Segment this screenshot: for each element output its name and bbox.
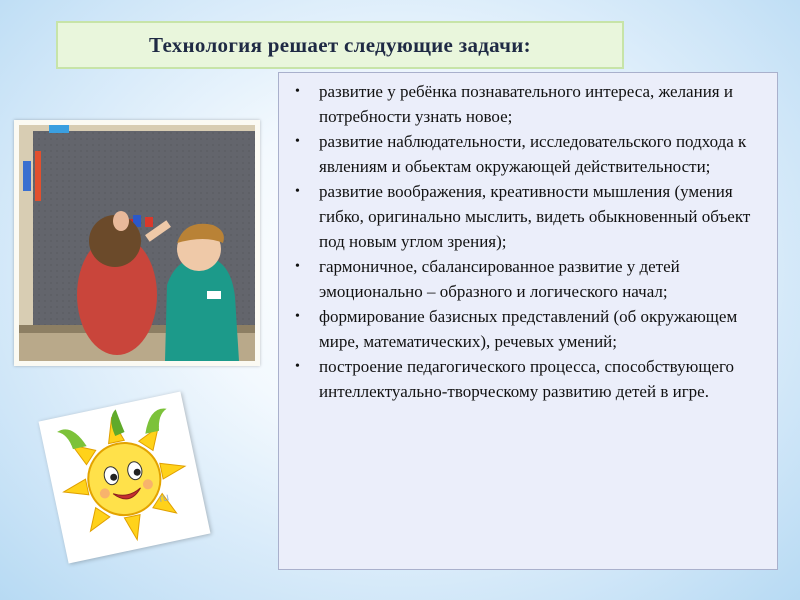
list-item-text: гармоничное, сбалансированное развитие у детей эмоционально – образного и логического начал; (319, 257, 680, 301)
list-item-text: развитие воображения, креативности мышления (умения гибко, оригинально мыслить, видеть обыкновенный объект под новым углом зрения); (319, 182, 751, 251)
list-item-text: построение педагогического процесса, способствующего интеллектуально-творческому развитию детей в игре. (319, 357, 735, 401)
list-item (293, 79, 767, 129)
bullet-icon: • (295, 309, 300, 324)
list-item-text: развитие у ребёнка познавательного интереса, желания и потребности узнать новое; (319, 82, 733, 126)
bullet-icon: • (295, 259, 300, 274)
children-at-board-image (19, 125, 255, 361)
sun-logo (39, 392, 211, 564)
bullet-icon: • (295, 184, 300, 199)
list-item (293, 254, 767, 304)
list-item-text: формирование базисных представлений (об окружающем мире, математических), речевых умений; (319, 307, 738, 351)
list-item-text: развитие наблюдательности, исследовательского подхода к явлениям и обьектам окружающей действительности; (319, 132, 747, 176)
list-item (293, 354, 767, 404)
children-photo (14, 120, 260, 366)
bullet-icon: • (295, 84, 300, 99)
bullet-icon: • (295, 359, 300, 374)
bullet-icon: • (295, 134, 300, 149)
slide-title: Технология решает следующие задачи: (149, 32, 531, 57)
list-item (293, 179, 767, 254)
title-box (56, 21, 624, 69)
smiling-sun-icon (39, 392, 211, 564)
list-item (293, 304, 767, 354)
watermark-text: ru (158, 491, 171, 506)
tasks-list (293, 79, 767, 404)
list-item (293, 129, 767, 179)
tasks-list-box (278, 72, 778, 570)
